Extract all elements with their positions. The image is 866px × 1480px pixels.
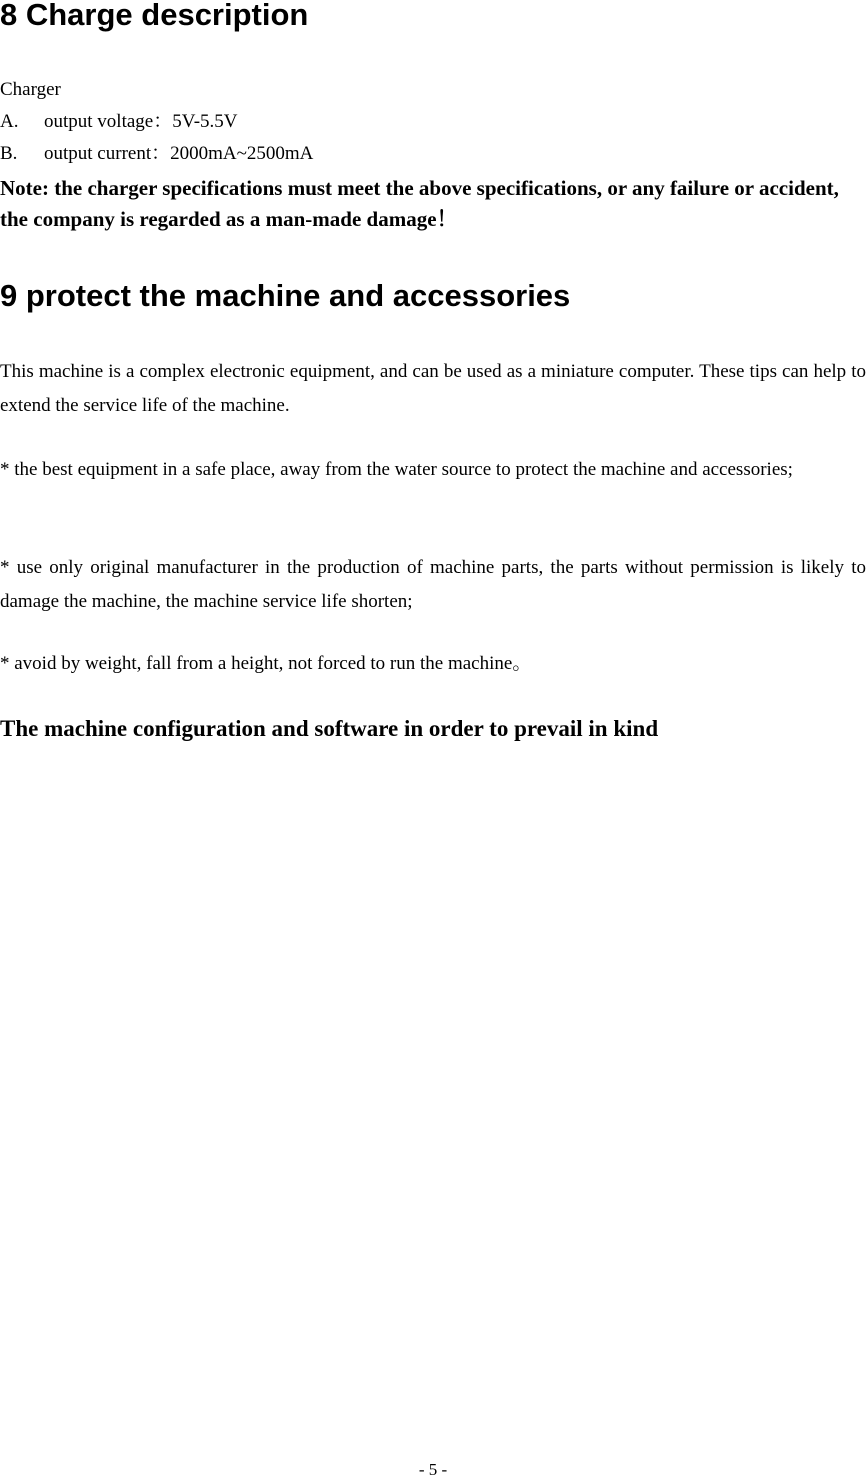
tip-item: * the best equipment in a safe place, away from the water source to protect the machine and accessories; xyxy=(0,459,793,480)
charger-label: Charger xyxy=(0,79,61,100)
tip-item: * use only original manufacturer in the production of machine parts, the parts without permission is likely to damage the machine, the machine service life shorten; xyxy=(0,557,866,612)
page-number: - 5 - xyxy=(418,1460,448,1479)
section-8-heading: 8 Charge description xyxy=(0,0,309,32)
tip-item: * avoid by weight, fall from a height, not forced to run the machine。 xyxy=(0,653,532,674)
charger-warning-note: Note: the charger specifications must meet the above specifications, or any failure or accident, the company is regarded as a man-made damage！ xyxy=(0,176,839,231)
spec-item-letter: A. xyxy=(0,111,19,132)
spec-item-letter: B. xyxy=(0,143,18,164)
spec-item-text: output voltage：5V-5.5V xyxy=(44,111,238,132)
section-9-heading: 9 protect the machine and accessories xyxy=(0,278,571,313)
spec-item-current xyxy=(0,143,313,165)
intro-paragraph: This machine is a complex electronic equipment, and can be used as a miniature computer. These tips can help to extend the service life of the machine. xyxy=(0,361,866,416)
closing-statement: The machine configuration and software in order to prevail in kind xyxy=(0,716,659,741)
spec-item-voltage xyxy=(0,111,238,133)
spec-item-text: output current：2000mA~2500mA xyxy=(44,143,314,164)
